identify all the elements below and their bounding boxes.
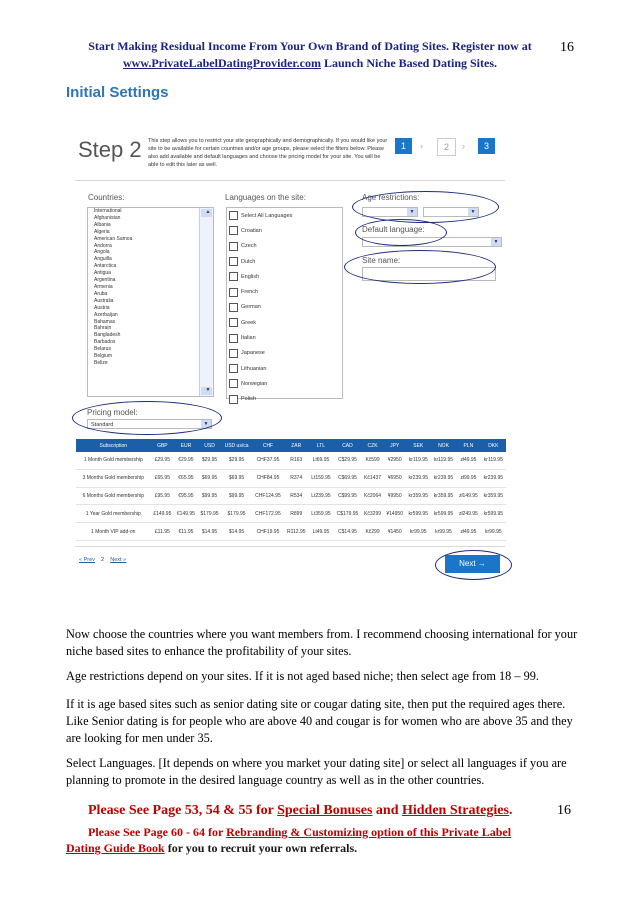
- price-cell: kr239.95: [481, 469, 506, 487]
- language-checkbox[interactable]: [229, 226, 238, 235]
- column-header: SEK: [406, 439, 431, 452]
- column-header: JPY: [384, 439, 406, 452]
- price-cell: C$99.95: [334, 487, 362, 505]
- price-cell: R374: [284, 469, 308, 487]
- language-label: French: [241, 289, 259, 296]
- column-header: EUR: [174, 439, 198, 452]
- price-cell: kr99.95: [481, 523, 506, 541]
- country-option[interactable]: American Samoa: [94, 235, 133, 242]
- price-cell: zł249.95: [456, 505, 481, 523]
- language-option[interactable]: [227, 239, 342, 254]
- header-text: Start Making Residual Income From Your Own Brand of Dating Sites. Register now at: [88, 39, 532, 53]
- language-label: Dutch: [241, 258, 256, 265]
- price-cell: Kč1437: [361, 469, 383, 487]
- page-header: [70, 38, 550, 72]
- country-option[interactable]: Australia: [94, 297, 114, 304]
- header-text-rest: Launch Niche Based Dating Sites.: [320, 56, 497, 70]
- subscription-name: 1 Year Gold membership: [76, 505, 151, 523]
- step-separator: ›: [462, 141, 465, 151]
- language-label: Italian: [241, 335, 256, 342]
- chevron-down-icon: ▼: [468, 208, 478, 216]
- country-option[interactable]: Algeria: [94, 228, 110, 235]
- country-option[interactable]: Bahrain: [94, 325, 112, 332]
- country-option[interactable]: Bahamas: [94, 318, 116, 325]
- language-label: Japanese: [241, 350, 265, 357]
- language-label: Select All Languages: [241, 212, 293, 219]
- pricing-table-body: [76, 452, 506, 540]
- price-cell: R112.95: [284, 523, 308, 541]
- default-language-label: Default language:: [362, 225, 425, 234]
- divider: [75, 546, 505, 547]
- language-checkbox[interactable]: [229, 318, 238, 327]
- price-cell: $99.95: [221, 487, 251, 505]
- price-cell: Lt69.95: [308, 452, 333, 469]
- price-cell: ¥2950: [384, 452, 406, 469]
- chevron-down-icon: ▼: [201, 420, 211, 428]
- setup-screenshot: [70, 127, 510, 582]
- language-option[interactable]: [227, 392, 342, 407]
- country-option[interactable]: Albania: [94, 221, 111, 228]
- price-cell: ¥14950: [384, 505, 406, 523]
- price-cell: kr119.95: [481, 452, 506, 469]
- price-cell: C$29.95: [334, 452, 362, 469]
- footer-line-1: [88, 803, 512, 819]
- language-option[interactable]: [227, 376, 342, 391]
- price-cell: £95.95: [151, 487, 175, 505]
- chevron-down-icon: ▼: [491, 238, 501, 246]
- price-cell: zł99.95: [456, 469, 481, 487]
- language-label: Greek: [241, 319, 256, 326]
- prev-link[interactable]: « Prev: [79, 557, 95, 563]
- paragraph: Select Languages. [It depends on where you market your dating site] or select all languages if you are planning to promote in the desired language country as well as in the other countries.: [66, 756, 567, 787]
- language-label: Croatian: [241, 227, 262, 234]
- column-header: USD: [198, 439, 222, 452]
- country-option[interactable]: Belgium: [94, 353, 113, 360]
- next-button[interactable]: Next →: [445, 555, 500, 573]
- pricing-model-label: Pricing model:: [87, 408, 138, 417]
- language-label: Lithuanian: [241, 365, 267, 372]
- price-cell: kr99.95: [431, 523, 456, 541]
- column-header: PLN: [456, 439, 481, 452]
- language-checkbox[interactable]: [229, 272, 238, 281]
- language-label: Norwegian: [241, 380, 268, 387]
- price-cell: Lt49.95: [308, 523, 333, 541]
- countries-listbox[interactable]: [87, 207, 214, 397]
- column-header: CHF: [252, 439, 284, 452]
- header-link[interactable]: www.PrivateLabelDatingProvider.com: [122, 56, 321, 70]
- current-page: 2: [101, 557, 105, 563]
- language-checkbox[interactable]: [229, 349, 238, 358]
- country-option[interactable]: Afghanistan: [94, 214, 121, 221]
- column-header: LTL: [308, 439, 333, 452]
- price-cell: Kč2064: [361, 487, 383, 505]
- hidden-strategies-link[interactable]: Hidden Strategies: [401, 803, 509, 818]
- section-title: Initial Settings: [66, 84, 169, 101]
- price-cell: kr239.95: [406, 469, 431, 487]
- price-cell: $179.95: [221, 505, 251, 523]
- chevron-down-icon: ▼: [407, 208, 417, 216]
- language-option[interactable]: [227, 361, 342, 376]
- step-description: This step allows you to restrict your site geographically and demographically. If you would like your site to be available for certain countries and/or age groups, please select the filters below. Please also add available and default languages and choose the pricing model for your site. You will be able to edit this later as well.: [148, 138, 388, 168]
- price-cell: zł49.95: [456, 523, 481, 541]
- country-option[interactable]: Bangladesh: [94, 332, 121, 339]
- footer-text: .: [508, 803, 513, 818]
- language-option[interactable]: [227, 346, 342, 361]
- countries-label: Countries:: [88, 193, 125, 202]
- pricing-table: [76, 439, 506, 541]
- column-header: DKK: [481, 439, 506, 452]
- language-checkbox[interactable]: [229, 288, 238, 297]
- language-option[interactable]: [227, 254, 342, 269]
- price-cell: C$179.95: [334, 505, 362, 523]
- languages-label: Languages on the site:: [225, 193, 306, 202]
- price-cell: $99.95: [198, 487, 222, 505]
- next-link[interactable]: Next »: [110, 557, 127, 563]
- price-cell: CHF124.95: [252, 487, 284, 505]
- price-cell: kr359.95: [431, 487, 456, 505]
- column-header: GBP: [151, 439, 175, 452]
- column-header: CZK: [361, 439, 383, 452]
- subscription-name: 1 Month VIP add-on: [76, 523, 151, 541]
- column-header: USD us/ca: [221, 439, 251, 452]
- footer-line-2: [66, 824, 542, 856]
- price-cell: $69.95: [221, 469, 251, 487]
- price-cell: Kč599: [361, 452, 383, 469]
- language-label: Czech: [241, 243, 257, 250]
- price-cell: $14.95: [221, 523, 251, 541]
- column-header: Subscription: [76, 439, 151, 452]
- highlight-circle: [435, 550, 512, 580]
- languages-list: [227, 208, 342, 407]
- price-cell: €149.95: [174, 505, 198, 523]
- country-option[interactable]: Aruba: [94, 290, 108, 297]
- language-checkbox[interactable]: [229, 211, 238, 220]
- language-checkbox[interactable]: [229, 242, 238, 251]
- languages-listbox[interactable]: [226, 207, 343, 403]
- price-cell: C$14.95: [334, 523, 362, 541]
- countries-scrollbar[interactable]: [199, 208, 213, 396]
- step-1-button[interactable]: 1: [395, 138, 412, 154]
- price-cell: €29.95: [174, 452, 198, 469]
- language-checkbox[interactable]: [229, 379, 238, 388]
- price-cell: kr599.95: [481, 505, 506, 523]
- price-cell: €11.95: [174, 523, 198, 541]
- price-cell: ¥9950: [384, 487, 406, 505]
- highlight-circle: [352, 191, 499, 223]
- price-cell: Kč299: [361, 523, 383, 541]
- price-cell: CHF37.95: [252, 452, 284, 469]
- price-cell: £65.95: [151, 469, 175, 487]
- step-separator: ›: [420, 141, 423, 151]
- price-cell: CHF19.95: [252, 523, 284, 541]
- price-cell: kr119.95: [431, 452, 456, 469]
- price-cell: Lt159.95: [308, 469, 333, 487]
- price-cell: £149.95: [151, 505, 175, 523]
- highlight-circle: [355, 219, 447, 246]
- footer-text: and: [372, 803, 402, 818]
- paragraph: If it is age based sites such as senior dating site or cougar dating site, then put the required ages there. Like Senior dating is for people who are above 40 and cougar is for women who are above 35 and they are looking for men under 35.: [66, 697, 573, 745]
- step-2-button[interactable]: 2: [437, 138, 456, 156]
- rebranding-link[interactable]: Rebranding & Customizing option of this Private Label Dating Guide Book: [66, 825, 512, 855]
- price-cell: €65.95: [174, 469, 198, 487]
- country-option[interactable]: Antarctica: [94, 263, 117, 270]
- paragraph: Age restrictions depend on your sites. If it is not aged based niche; then select age from 18 – 99.: [66, 669, 539, 683]
- country-option[interactable]: Azerbaijan: [94, 311, 118, 318]
- column-header: ZAR: [284, 439, 308, 452]
- price-cell: R163: [284, 452, 308, 469]
- step-title: Step 2: [78, 137, 142, 162]
- subscription-name: 3 Months Gold membership: [76, 469, 151, 487]
- price-cell: ¥1450: [384, 523, 406, 541]
- country-option[interactable]: Antigua: [94, 270, 111, 277]
- price-cell: zł49.95: [456, 452, 481, 469]
- footer-text: Please See Page 53, 54 & 55 for: [88, 803, 278, 818]
- countries-list: [88, 208, 213, 367]
- language-option[interactable]: [227, 269, 342, 284]
- price-cell: CHF84.95: [252, 469, 284, 487]
- column-header: CAD: [334, 439, 362, 452]
- price-cell: $179.95: [198, 505, 222, 523]
- language-label: German: [241, 304, 261, 311]
- language-label: English: [241, 273, 260, 280]
- price-cell: $69.95: [198, 469, 222, 487]
- language-option[interactable]: [227, 315, 342, 330]
- language-checkbox[interactable]: [229, 395, 238, 404]
- price-cell: kr99.95: [406, 523, 431, 541]
- price-cell: $29.95: [221, 452, 251, 469]
- site-name-label: Site name:: [362, 256, 401, 265]
- table-row: [76, 487, 506, 505]
- language-option[interactable]: [227, 284, 342, 299]
- language-label: Polish: [241, 396, 256, 403]
- price-cell: kr359.95: [481, 487, 506, 505]
- footer-page-number: 16: [557, 803, 571, 818]
- country-option[interactable]: Argentina: [94, 277, 116, 284]
- step-3-button[interactable]: 3: [478, 138, 495, 154]
- price-cell: €95.95: [174, 487, 198, 505]
- subscription-name: 6 Months Gold membership: [76, 487, 151, 505]
- language-option[interactable]: [227, 223, 342, 238]
- country-option[interactable]: Belarus: [94, 346, 111, 353]
- price-cell: R899: [284, 505, 308, 523]
- price-cell: Lt359.95: [308, 505, 333, 523]
- scroll-down-icon[interactable]: ▼: [201, 387, 212, 395]
- table-row: [76, 452, 506, 469]
- highlight-circle: [344, 250, 496, 284]
- language-checkbox[interactable]: [229, 364, 238, 373]
- highlight-circle: [72, 401, 222, 435]
- country-option[interactable]: Austria: [94, 304, 110, 311]
- country-option[interactable]: Belize: [94, 359, 108, 366]
- country-option[interactable]: Armenia: [94, 283, 113, 290]
- language-option[interactable]: [227, 208, 342, 223]
- price-cell: kr599.95: [431, 505, 456, 523]
- price-cell: kr599.95: [406, 505, 431, 523]
- country-option[interactable]: Barbados: [94, 339, 116, 346]
- language-option[interactable]: [227, 330, 342, 345]
- country-option[interactable]: Angola: [94, 249, 110, 256]
- price-cell: $14.95: [198, 523, 222, 541]
- price-cell: zł149.95: [456, 487, 481, 505]
- table-row: [76, 523, 506, 541]
- footer-text: Please See Page 60 - 64 for: [88, 825, 227, 839]
- price-cell: Kč3299: [361, 505, 383, 523]
- table-row: [76, 469, 506, 487]
- pricing-model-value: Standard: [91, 422, 114, 428]
- price-cell: C$69.95: [334, 469, 362, 487]
- price-cell: $29.95: [198, 452, 222, 469]
- special-bonuses-link[interactable]: Special Bonuses: [277, 803, 373, 818]
- footer-text: for you to recruit your own referrals.: [164, 841, 358, 855]
- divider: [75, 180, 505, 181]
- subscription-name: 1 Month Gold membership: [76, 452, 151, 469]
- price-cell: R534: [284, 487, 308, 505]
- price-cell: kr119.95: [406, 452, 431, 469]
- language-checkbox[interactable]: [229, 334, 238, 343]
- pager: [79, 557, 126, 563]
- country-option[interactable]: International: [94, 208, 122, 214]
- scroll-up-icon[interactable]: ▲: [201, 209, 212, 217]
- language-checkbox[interactable]: [229, 257, 238, 266]
- price-cell: kr239.95: [431, 469, 456, 487]
- price-cell: £29.95: [151, 452, 175, 469]
- table-row: [76, 505, 506, 523]
- language-checkbox[interactable]: [229, 303, 238, 312]
- paragraph: Now choose the countries where you want members from. I recommend choosing international for your niche based sites to enhance the profitability of your sites.: [66, 627, 578, 658]
- pricing-table-header: [76, 439, 506, 452]
- country-option[interactable]: Andorra: [94, 242, 112, 249]
- header-page-number: 16: [560, 40, 574, 55]
- language-option[interactable]: [227, 300, 342, 315]
- price-cell: Lt239.95: [308, 487, 333, 505]
- column-header: NOK: [431, 439, 456, 452]
- price-cell: CHF172.95: [252, 505, 284, 523]
- price-cell: £11.95: [151, 523, 175, 541]
- price-cell: ¥6950: [384, 469, 406, 487]
- country-option[interactable]: Anguilla: [94, 256, 112, 263]
- age-restrictions-label: Age restrictions:: [362, 193, 420, 202]
- price-cell: kr359.95: [406, 487, 431, 505]
